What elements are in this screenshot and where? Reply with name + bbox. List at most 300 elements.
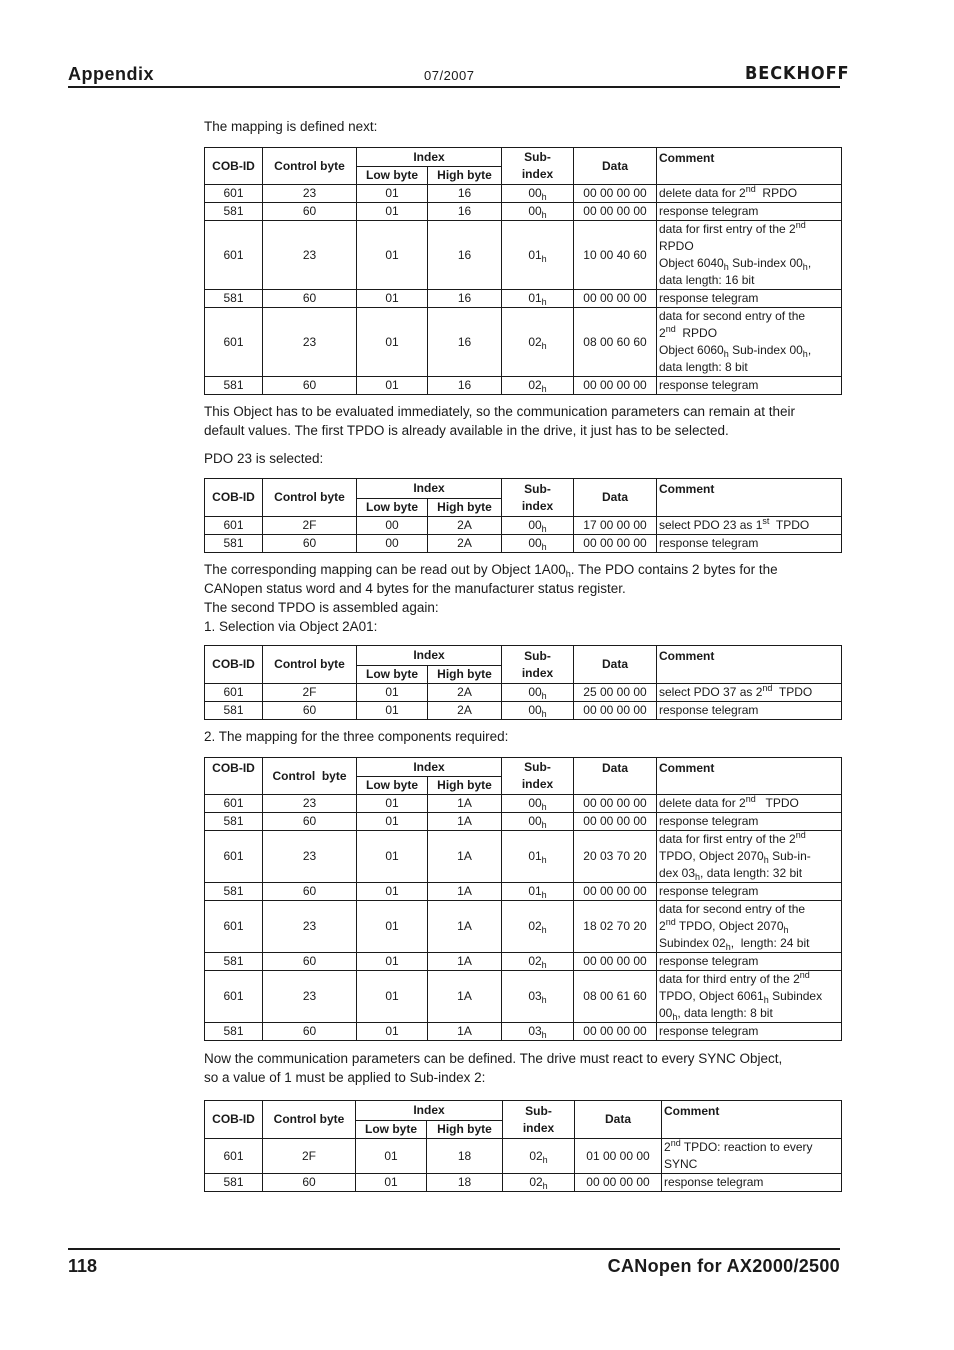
cell-low: 01 xyxy=(357,883,428,901)
cell-sub xyxy=(502,795,574,813)
cell-control: 2F xyxy=(263,684,357,702)
cell-comment xyxy=(662,1139,842,1174)
cell-sub xyxy=(502,901,574,953)
cell-low: 01 xyxy=(357,684,428,702)
cell-low: 01 xyxy=(357,308,428,377)
col-sub-index xyxy=(503,1101,575,1139)
ordinal-suffix: nd xyxy=(670,1138,681,1148)
cell-high: 16 xyxy=(428,308,502,377)
paragraph-line xyxy=(204,560,844,579)
comment-text: data for third entry of the 2 xyxy=(659,972,800,986)
mapping-table-tpdo xyxy=(204,757,842,1041)
col-cob-id: COB-ID xyxy=(205,479,263,517)
brand-logo: BECKHOFF xyxy=(745,63,850,84)
cell-control: 23 xyxy=(263,795,357,813)
cell-high: 2A xyxy=(428,684,502,702)
sub-value: 00 xyxy=(528,703,542,717)
table-row xyxy=(205,290,842,308)
cell-comment: response telegram xyxy=(657,883,842,901)
hex-suffix: h xyxy=(541,802,547,812)
comment-text: TPDO: reaction to every xyxy=(680,1140,813,1154)
cell-control: 23 xyxy=(263,308,357,377)
table-row xyxy=(205,831,842,883)
cell-sub xyxy=(502,517,574,535)
comment-text: select PDO 23 as 1 xyxy=(659,518,763,532)
hex-suffix: h xyxy=(541,691,547,701)
sub-index-line: index xyxy=(521,665,554,680)
col-index: Index xyxy=(356,1101,503,1121)
header-rule xyxy=(68,86,840,88)
col-low-byte: Low byte xyxy=(356,1121,427,1139)
cell-sub xyxy=(502,377,574,395)
hex-suffix: h xyxy=(541,340,547,351)
cell-low: 01 xyxy=(357,203,428,221)
cell-data: 00 00 00 00 xyxy=(574,203,657,221)
hex-suffix: h xyxy=(763,855,769,865)
cell-high: 1A xyxy=(428,831,502,883)
comment-text: RPDO xyxy=(755,186,798,200)
cell-low: 01 xyxy=(356,1174,427,1192)
cell-comment xyxy=(657,185,842,203)
table-row xyxy=(205,377,842,395)
cell-high: 16 xyxy=(428,377,502,395)
col-cob-id: COB-ID xyxy=(205,148,263,185)
hex-suffix: h xyxy=(672,1012,678,1022)
hex-suffix: h xyxy=(541,253,547,264)
cell-comment: response telegram xyxy=(657,702,842,720)
hex-suffix: h xyxy=(802,262,808,272)
cell-low: 01 xyxy=(357,1023,428,1041)
cell-sub xyxy=(503,1174,575,1192)
table-row xyxy=(205,1174,842,1192)
table-row xyxy=(205,883,842,901)
cell-sub xyxy=(502,883,574,901)
cell-data: 00 00 00 00 xyxy=(574,1023,657,1041)
ordinal-suffix: nd xyxy=(795,830,806,840)
hex-suffix: h xyxy=(565,569,571,579)
cell-comment xyxy=(657,517,842,535)
hex-suffix: h xyxy=(541,297,547,307)
cell-sub xyxy=(502,221,574,290)
col-index: Index xyxy=(357,758,502,777)
comment-text: , length: 24 bit xyxy=(730,936,810,950)
ordinal-suffix: nd xyxy=(665,324,676,334)
cell-cob-id: 581 xyxy=(205,702,263,720)
sync-table xyxy=(204,1100,842,1192)
cell-comment xyxy=(657,308,842,377)
cell-low: 01 xyxy=(357,221,428,290)
paragraph-text: . The PDO contains 2 bytes for the xyxy=(570,562,778,577)
col-index: Index xyxy=(357,479,502,499)
paragraph-line: This Object has to be evaluated immediately, so the communication parameters can remain at their xyxy=(204,404,796,419)
sub-value: 02 xyxy=(528,334,542,349)
table-row xyxy=(205,308,842,377)
hex-suffix: h xyxy=(541,1030,547,1040)
document-title: CANopen for AX2000/2500 xyxy=(607,1256,840,1276)
cell-data: 00 00 00 00 xyxy=(574,377,657,395)
col-cob-id: COB-ID xyxy=(205,758,263,795)
cell-low: 01 xyxy=(357,953,428,971)
hex-suffix: h xyxy=(541,384,547,394)
cell-high: 2A xyxy=(428,535,502,553)
sub-index-line: index xyxy=(521,498,554,513)
cell-low: 01 xyxy=(357,185,428,203)
cell-data: 00 00 00 00 xyxy=(574,185,657,203)
cell-sub xyxy=(502,203,574,221)
page-number: 118 xyxy=(68,1256,98,1276)
sub-index-line: Sub- xyxy=(524,150,551,164)
cell-data: 00 00 00 00 xyxy=(574,290,657,308)
col-high-byte: High byte xyxy=(427,1121,503,1139)
cell-comment: response telegram xyxy=(657,953,842,971)
comment-text: , data length: 32 bit xyxy=(700,866,803,880)
hex-suffix: h xyxy=(541,820,547,830)
cell-control: 60 xyxy=(263,813,357,831)
select-pdo37-table xyxy=(204,645,842,720)
cell-data: 10 00 40 60 xyxy=(574,221,657,290)
hex-suffix: h xyxy=(541,925,547,935)
cell-data: 00 00 00 00 xyxy=(574,813,657,831)
cell-high: 1A xyxy=(428,795,502,813)
comment-text: delete data for 2 xyxy=(659,796,746,810)
comment-text: data for second entry of the xyxy=(659,309,806,323)
sub-value: 01 xyxy=(528,884,542,898)
cell-cob-id: 601 xyxy=(205,517,263,535)
col-data: Data xyxy=(574,646,657,684)
cell-data: 20 03 70 20 xyxy=(574,831,657,883)
hex-suffix: h xyxy=(541,890,547,900)
cell-data: 25 00 00 00 xyxy=(574,684,657,702)
col-data: Data xyxy=(575,1101,662,1139)
comment-text: RPDO xyxy=(659,239,694,253)
cell-cob-id: 601 xyxy=(205,901,263,953)
col-sub-index xyxy=(502,479,574,517)
cell-data: 00 00 00 00 xyxy=(574,795,657,813)
sub-value: 01 xyxy=(528,247,542,262)
col-low-byte: Low byte xyxy=(357,777,428,795)
cell-sub xyxy=(502,971,574,1023)
ordinal-suffix: nd xyxy=(762,683,773,693)
paragraph-second-tpdo xyxy=(204,560,844,636)
table-row xyxy=(205,901,842,953)
col-control-byte: Control byte xyxy=(263,148,357,185)
comment-text: data for first entry of the 2 xyxy=(659,832,796,846)
sub-index-line: Sub- xyxy=(524,648,551,663)
cell-low: 00 xyxy=(357,535,428,553)
cell-comment: response telegram xyxy=(657,377,842,395)
cell-cob-id: 581 xyxy=(205,883,263,901)
cell-sub xyxy=(502,702,574,720)
comment-text: 2 xyxy=(659,919,666,933)
table-row xyxy=(205,517,842,535)
cell-cob-id: 601 xyxy=(205,684,263,702)
col-control-byte: Control byte xyxy=(263,1101,356,1139)
col-data: Data xyxy=(574,479,657,517)
cell-high: 1A xyxy=(428,971,502,1023)
comment-text: data for second entry of the xyxy=(659,902,806,916)
comment-text: RPDO xyxy=(675,326,718,340)
sub-value: 03 xyxy=(528,989,542,1003)
cell-control: 60 xyxy=(263,535,357,553)
paragraph-text: The corresponding mapping can be read out by Object 1A00 xyxy=(204,562,566,577)
comment-text: SYNC xyxy=(664,1157,698,1171)
paragraph-evaluation xyxy=(204,402,844,440)
cell-data: 00 00 00 00 xyxy=(574,535,657,553)
table-row xyxy=(205,221,842,290)
cell-control: 60 xyxy=(263,203,357,221)
cell-comment: response telegram xyxy=(657,203,842,221)
hex-suffix: h xyxy=(541,542,547,552)
cell-sub xyxy=(502,684,574,702)
comment-text: delete data for 2 xyxy=(659,186,746,200)
table-row xyxy=(205,684,842,702)
hex-suffix: h xyxy=(541,960,547,970)
cell-high: 16 xyxy=(428,203,502,221)
paragraph-three-components xyxy=(204,727,844,746)
table-row xyxy=(205,953,842,971)
paragraph-line: CANopen status word and 4 bytes for the manufacturer status register. xyxy=(204,581,626,596)
sub-index-line: index xyxy=(521,777,554,791)
cell-high: 1A xyxy=(428,953,502,971)
cell-cob-id: 601 xyxy=(205,831,263,883)
col-low-byte: Low byte xyxy=(357,499,428,517)
paragraph-line: default values. The first TPDO is already available in the drive, it just has to be selected. xyxy=(204,423,729,438)
sub-value: 02 xyxy=(528,954,542,968)
comment-text: Object 6060 xyxy=(659,343,724,357)
cell-low: 01 xyxy=(357,795,428,813)
cell-control: 60 xyxy=(263,702,357,720)
comment-text: Sub-index 00 xyxy=(728,343,803,357)
paragraph-pdo23 xyxy=(204,449,844,468)
hex-suffix: h xyxy=(541,709,547,719)
hex-suffix: h xyxy=(542,1181,548,1191)
sub-value: 00 xyxy=(528,814,542,828)
sub-value: 00 xyxy=(528,685,542,699)
cell-sub xyxy=(502,953,574,971)
cell-high: 18 xyxy=(427,1139,503,1174)
cell-low: 01 xyxy=(357,290,428,308)
cell-cob-id: 581 xyxy=(205,377,263,395)
cell-low: 00 xyxy=(357,517,428,535)
cell-control: 2F xyxy=(263,517,357,535)
ordinal-suffix: nd xyxy=(745,794,756,804)
table-row xyxy=(205,1139,842,1174)
comment-text: TPDO, Object 2070 xyxy=(675,919,784,933)
cell-sub xyxy=(502,185,574,203)
table-row xyxy=(205,813,842,831)
col-index: Index xyxy=(357,148,502,167)
cell-low: 01 xyxy=(357,377,428,395)
cell-high: 16 xyxy=(428,185,502,203)
cell-high: 1A xyxy=(428,1023,502,1041)
cell-cob-id: 601 xyxy=(205,185,263,203)
hex-suffix: h xyxy=(542,1154,548,1165)
cell-high: 1A xyxy=(428,813,502,831)
mapping-table-rpdo xyxy=(204,147,842,395)
cell-low: 01 xyxy=(356,1139,427,1174)
col-low-byte: Low byte xyxy=(357,666,428,684)
comment-text: Subindex 02 xyxy=(659,936,726,950)
sub-index-line: Sub- xyxy=(524,760,551,774)
cell-comment xyxy=(657,221,842,290)
select-pdo23-table xyxy=(204,478,842,553)
cell-control: 23 xyxy=(263,901,357,953)
table-row xyxy=(205,535,842,553)
sub-value: 00 xyxy=(528,186,542,200)
col-sub-index xyxy=(502,148,574,185)
col-control-byte: Control byte xyxy=(263,479,357,517)
sub-value: 00 xyxy=(528,796,542,810)
cell-control: 60 xyxy=(263,290,357,308)
cell-comment: response telegram xyxy=(657,535,842,553)
footer-rule xyxy=(68,1248,840,1250)
col-high-byte: High byte xyxy=(428,167,502,185)
header-date: 07/2007 xyxy=(424,68,475,83)
cell-sub xyxy=(502,1023,574,1041)
sub-value: 00 xyxy=(528,518,542,532)
col-cob-id: COB-ID xyxy=(205,646,263,684)
cell-control: 60 xyxy=(263,883,357,901)
cell-comment: response telegram xyxy=(657,1023,842,1041)
cell-data: 08 00 60 60 xyxy=(574,308,657,377)
cell-cob-id: 601 xyxy=(205,1139,263,1174)
comment-text: data for first entry of the 2 xyxy=(659,222,796,236)
cell-cob-id: 601 xyxy=(205,795,263,813)
ordinal-suffix: nd xyxy=(665,917,676,927)
cell-high: 16 xyxy=(428,290,502,308)
cell-high: 2A xyxy=(428,702,502,720)
hex-suffix: h xyxy=(723,349,729,359)
cell-data: 00 00 00 00 xyxy=(575,1174,662,1192)
col-comment: Comment xyxy=(657,479,842,517)
cell-cob-id: 601 xyxy=(205,308,263,377)
col-comment: Comment xyxy=(657,758,842,795)
col-comment: Comment xyxy=(657,148,842,185)
cell-high: 18 xyxy=(427,1174,503,1192)
cell-control: 23 xyxy=(263,221,357,290)
comment-text: Object 6040 xyxy=(659,256,724,270)
cell-data: 00 00 00 00 xyxy=(574,702,657,720)
sub-index-line: Sub- xyxy=(525,1103,552,1118)
cell-cob-id: 581 xyxy=(205,1023,263,1041)
paragraph-sync xyxy=(204,1049,844,1087)
cell-cob-id: 601 xyxy=(205,221,263,290)
sub-value: 03 xyxy=(528,1024,542,1038)
hex-suffix: h xyxy=(541,524,547,534)
cell-sub xyxy=(502,813,574,831)
cell-control: 60 xyxy=(263,953,357,971)
ordinal-suffix: nd xyxy=(795,220,806,230)
sub-value: 02 xyxy=(528,378,542,392)
hex-suffix: h xyxy=(695,872,701,882)
comment-text: TPDO, Object 6061 xyxy=(659,989,764,1003)
comment-text: select PDO 37 as 2 xyxy=(659,685,763,699)
cell-control: 23 xyxy=(263,185,357,203)
sub-value: 02 xyxy=(529,1175,543,1189)
comment-text: 00 xyxy=(659,1006,673,1020)
section-title: Appendix xyxy=(68,64,155,84)
sub-value: 02 xyxy=(528,919,542,933)
cell-control: 2F xyxy=(263,1139,356,1174)
cell-sub xyxy=(503,1139,575,1174)
hex-suffix: h xyxy=(783,925,789,935)
paragraph-line: 1. Selection via Object 2A01: xyxy=(204,619,378,634)
comment-text: data length: 16 bit xyxy=(659,273,755,287)
paragraph-line: so a value of 1 must be applied to Sub-index 2: xyxy=(204,1070,486,1085)
sub-index-line: index xyxy=(521,167,554,181)
cell-sub xyxy=(502,831,574,883)
hex-suffix: h xyxy=(723,262,729,272)
cell-comment xyxy=(657,971,842,1023)
cell-sub xyxy=(502,535,574,553)
sub-value: 01 xyxy=(528,849,542,863)
cell-cob-id: 581 xyxy=(205,203,263,221)
col-control-byte: Control byte xyxy=(263,646,357,684)
sub-value: 00 xyxy=(528,536,542,550)
hex-suffix: h xyxy=(541,210,547,220)
cell-low: 01 xyxy=(357,813,428,831)
comment-text: Sub-in- xyxy=(768,849,811,863)
col-high-byte: High byte xyxy=(428,777,502,795)
paragraph-line: The second TPDO is assembled again: xyxy=(204,600,439,615)
table-row xyxy=(205,702,842,720)
cell-control: 60 xyxy=(263,1174,356,1192)
hex-suffix: h xyxy=(763,995,769,1005)
cell-cob-id: 581 xyxy=(205,813,263,831)
cell-control: 23 xyxy=(263,831,357,883)
paragraph-line: 2. The mapping for the three components required: xyxy=(204,729,509,744)
cell-data: 01 00 00 00 xyxy=(575,1139,662,1174)
cell-comment xyxy=(657,831,842,883)
cell-high: 1A xyxy=(428,883,502,901)
col-cob-id: COB-ID xyxy=(205,1101,263,1139)
cell-comment: response telegram xyxy=(662,1174,842,1192)
comment-text: Subindex xyxy=(768,989,823,1003)
comment-text: TPDO, Object 2070 xyxy=(659,849,764,863)
sub-index-line: Sub- xyxy=(524,481,551,496)
comment-text: dex 03 xyxy=(659,866,696,880)
col-index: Index xyxy=(357,646,502,666)
sub-value: 01 xyxy=(528,291,542,305)
paragraph-intro xyxy=(204,117,844,136)
sub-value: 00 xyxy=(528,204,542,218)
comment-text: 2 xyxy=(664,1140,671,1154)
comment-text: TPDO xyxy=(769,518,810,532)
cell-sub xyxy=(502,308,574,377)
col-comment: Comment xyxy=(662,1101,842,1139)
comment-text: TPDO xyxy=(755,796,799,810)
cell-comment: response telegram xyxy=(657,813,842,831)
cell-comment xyxy=(657,795,842,813)
cell-data: 00 00 00 00 xyxy=(574,953,657,971)
cell-data: 18 02 70 20 xyxy=(574,901,657,953)
cell-comment: response telegram xyxy=(657,290,842,308)
comment-text: , xyxy=(807,343,812,357)
cell-sub xyxy=(502,290,574,308)
hex-suffix: h xyxy=(541,855,547,865)
table-row xyxy=(205,185,842,203)
table-row xyxy=(205,795,842,813)
col-data: Data xyxy=(574,148,657,185)
cell-cob-id: 581 xyxy=(205,1174,263,1192)
ordinal-suffix: nd xyxy=(799,970,810,980)
cell-low: 01 xyxy=(357,702,428,720)
cell-data: 17 00 00 00 xyxy=(574,517,657,535)
col-high-byte: High byte xyxy=(428,666,502,684)
col-high-byte: High byte xyxy=(428,499,502,517)
cell-control: 60 xyxy=(263,377,357,395)
cell-control: 23 xyxy=(263,971,357,1023)
